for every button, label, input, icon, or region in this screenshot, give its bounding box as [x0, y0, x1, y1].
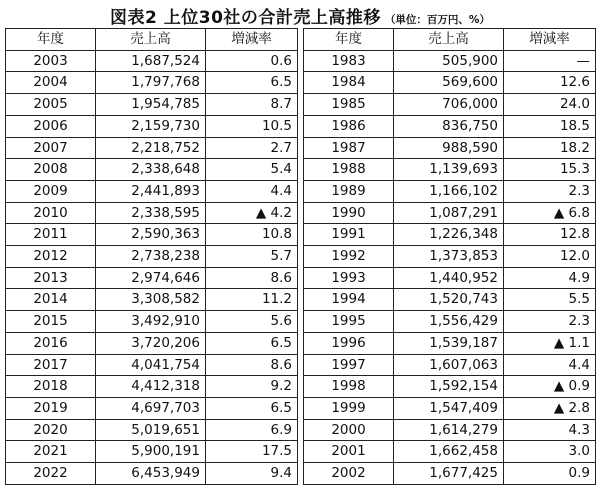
sales-cell: 1,954,785: [96, 94, 206, 116]
year-cell: 2004: [6, 72, 96, 94]
year-cell: 2014: [6, 289, 96, 311]
rate-cell: 9.4: [206, 463, 298, 485]
year-cell: 1984: [304, 72, 394, 94]
rate-cell: 5.5: [504, 289, 596, 311]
table-row: [304, 419, 596, 441]
rate-cell: 9.2: [206, 376, 298, 398]
sales-cell: 2,590,363: [96, 224, 206, 246]
rate-cell: 4.9: [504, 267, 596, 289]
table-row: [304, 289, 596, 311]
rate-cell: 11.2: [206, 289, 298, 311]
rate-cell: 4.3: [504, 419, 596, 441]
table-row: [6, 202, 298, 224]
sales-cell: 2,738,238: [96, 246, 206, 268]
rate-cell: ▲ 4.2: [206, 202, 298, 224]
table-row: [6, 137, 298, 159]
table-row: [6, 463, 298, 485]
table-row: [6, 180, 298, 202]
year-cell: 1993: [304, 267, 394, 289]
table-row: [304, 354, 596, 376]
year-cell: 1996: [304, 332, 394, 354]
sales-table-right: [303, 28, 596, 485]
table-row: [6, 441, 298, 463]
year-cell: 1999: [304, 397, 394, 419]
year-cell: 1985: [304, 94, 394, 116]
table-row: [304, 72, 596, 94]
title-text: 図表2 上位30社の合計売上高推移: [110, 8, 381, 28]
rate-cell: 24.0: [504, 94, 596, 116]
sales-cell: 1,520,743: [394, 289, 504, 311]
sales-cell: 706,000: [394, 94, 504, 116]
year-cell: 2016: [6, 332, 96, 354]
year-cell: 2018: [6, 376, 96, 398]
year-cell: 2007: [6, 137, 96, 159]
table-row: [304, 224, 596, 246]
table-row: [6, 419, 298, 441]
sales-cell: 1,662,458: [394, 441, 504, 463]
sales-cell: 2,338,648: [96, 159, 206, 181]
sales-cell: 5,019,651: [96, 419, 206, 441]
year-cell: 1991: [304, 224, 394, 246]
table-row: [6, 376, 298, 398]
sales-cell: 2,218,752: [96, 137, 206, 159]
year-cell: 2017: [6, 354, 96, 376]
sales-cell: 1,797,768: [96, 72, 206, 94]
sales-cell: 1,556,429: [394, 311, 504, 333]
table-row: [6, 354, 298, 376]
year-cell: 2010: [6, 202, 96, 224]
rate-cell: 12.6: [504, 72, 596, 94]
year-cell: 2015: [6, 311, 96, 333]
table-row: [6, 72, 298, 94]
rate-cell: ▲ 0.9: [504, 376, 596, 398]
year-cell: 2022: [6, 463, 96, 485]
table-row: [304, 246, 596, 268]
sales-cell: 2,338,595: [96, 202, 206, 224]
left-table-body: [6, 50, 298, 484]
rate-cell: 6.5: [206, 72, 298, 94]
sales-cell: 6,453,949: [96, 463, 206, 485]
year-cell: 1988: [304, 159, 394, 181]
year-cell: 2002: [304, 463, 394, 485]
rate-cell: 18.2: [504, 137, 596, 159]
year-cell: 2012: [6, 246, 96, 268]
sales-cell: 2,441,893: [96, 180, 206, 202]
sales-cell: 836,750: [394, 115, 504, 137]
sales-cell: 505,900: [394, 50, 504, 72]
sales-cell: 1,226,348: [394, 224, 504, 246]
year-cell: 1992: [304, 246, 394, 268]
table-row: [6, 246, 298, 268]
rate-cell: 18.5: [504, 115, 596, 137]
table-row: [6, 159, 298, 181]
rate-cell: ▲ 1.1: [504, 332, 596, 354]
rate-cell: 5.4: [206, 159, 298, 181]
sales-cell: 4,041,754: [96, 354, 206, 376]
sales-cell: 1,440,952: [394, 267, 504, 289]
sales-cell: 1,607,063: [394, 354, 504, 376]
year-cell: 2000: [304, 419, 394, 441]
sales-cell: 1,373,853: [394, 246, 504, 268]
table-row: [304, 397, 596, 419]
rate-cell: 10.5: [206, 115, 298, 137]
rate-cell: 6.9: [206, 419, 298, 441]
year-cell: 2008: [6, 159, 96, 181]
rate-cell: 10.8: [206, 224, 298, 246]
rate-cell: 2.3: [504, 311, 596, 333]
sales-cell: 1,139,693: [394, 159, 504, 181]
table-title: [0, 3, 600, 28]
year-cell: 2011: [6, 224, 96, 246]
table-row: [304, 159, 596, 181]
year-cell: 2006: [6, 115, 96, 137]
year-cell: 2005: [6, 94, 96, 116]
table-row: [304, 202, 596, 224]
year-cell: 1989: [304, 180, 394, 202]
table-row: [6, 50, 298, 72]
sales-cell: 3,308,582: [96, 289, 206, 311]
sales-cell: 1,547,409: [394, 397, 504, 419]
header-year: 年度: [6, 29, 96, 51]
rate-cell: 5.7: [206, 246, 298, 268]
sales-cell: 5,900,191: [96, 441, 206, 463]
header-sales: 売上高: [96, 29, 206, 51]
year-cell: 2009: [6, 180, 96, 202]
rate-cell: 8.7: [206, 94, 298, 116]
year-cell: 1997: [304, 354, 394, 376]
table-row: [304, 115, 596, 137]
rate-cell: ▲ 6.8: [504, 202, 596, 224]
sales-cell: 1,677,425: [394, 463, 504, 485]
rate-cell: 2.3: [504, 180, 596, 202]
rate-cell: 15.3: [504, 159, 596, 181]
rate-cell: 8.6: [206, 354, 298, 376]
header-sales: 売上高: [394, 29, 504, 51]
table-row: [6, 397, 298, 419]
rate-cell: 4.4: [504, 354, 596, 376]
sales-cell: 3,720,206: [96, 332, 206, 354]
table-row: [304, 180, 596, 202]
table-row: [6, 94, 298, 116]
year-cell: 1987: [304, 137, 394, 159]
table-row: [6, 224, 298, 246]
header-row: [304, 29, 596, 51]
sales-cell: 2,974,646: [96, 267, 206, 289]
table-row: [6, 267, 298, 289]
sales-cell: 988,590: [394, 137, 504, 159]
rate-cell: ▲ 2.8: [504, 397, 596, 419]
year-cell: 1995: [304, 311, 394, 333]
rate-cell: 5.6: [206, 311, 298, 333]
rate-cell: 2.7: [206, 137, 298, 159]
sales-cell: 4,412,318: [96, 376, 206, 398]
sales-cell: 2,159,730: [96, 115, 206, 137]
sales-cell: 1,687,524: [96, 50, 206, 72]
rate-cell: 12.0: [504, 246, 596, 268]
year-cell: 2019: [6, 397, 96, 419]
year-cell: 1998: [304, 376, 394, 398]
year-cell: 2003: [6, 50, 96, 72]
table-row: [304, 441, 596, 463]
sales-cell: 1,166,102: [394, 180, 504, 202]
table-row: [304, 94, 596, 116]
header-year: 年度: [304, 29, 394, 51]
year-cell: 2013: [6, 267, 96, 289]
year-cell: 2021: [6, 441, 96, 463]
table-row: [304, 311, 596, 333]
sales-table-left: [5, 28, 298, 485]
sales-cell: 1,614,279: [394, 419, 504, 441]
rate-cell: 12.8: [504, 224, 596, 246]
table-row: [6, 332, 298, 354]
table-row: [304, 267, 596, 289]
table-row: [6, 115, 298, 137]
rate-cell: 0.9: [504, 463, 596, 485]
right-table-body: [304, 50, 596, 484]
rate-cell: 17.5: [206, 441, 298, 463]
sales-cell: 569,600: [394, 72, 504, 94]
year-cell: 1986: [304, 115, 394, 137]
header-row: [6, 29, 298, 51]
year-cell: 1990: [304, 202, 394, 224]
table-row: [304, 376, 596, 398]
year-cell: 1983: [304, 50, 394, 72]
rate-cell: 8.6: [206, 267, 298, 289]
sales-cell: 3,492,910: [96, 311, 206, 333]
year-cell: 1994: [304, 289, 394, 311]
table-row: [304, 50, 596, 72]
year-cell: 2001: [304, 441, 394, 463]
table-row: [304, 332, 596, 354]
rate-cell: 3.0: [504, 441, 596, 463]
table-row: [304, 463, 596, 485]
rate-cell: —: [504, 50, 596, 72]
year-cell: 2020: [6, 419, 96, 441]
rate-cell: 0.6: [206, 50, 298, 72]
sales-cell: 1,087,291: [394, 202, 504, 224]
table-row: [6, 289, 298, 311]
header-rate: 増減率: [504, 29, 596, 51]
sales-cell: 4,697,703: [96, 397, 206, 419]
sales-cell: 1,592,154: [394, 376, 504, 398]
header-rate: 増減率: [206, 29, 298, 51]
rate-cell: 6.5: [206, 397, 298, 419]
rate-cell: 4.4: [206, 180, 298, 202]
table-row: [304, 137, 596, 159]
rate-cell: 6.5: [206, 332, 298, 354]
sales-cell: 1,539,187: [394, 332, 504, 354]
table-row: [6, 311, 298, 333]
unit-note: （単位：百万円、%）: [384, 14, 490, 26]
